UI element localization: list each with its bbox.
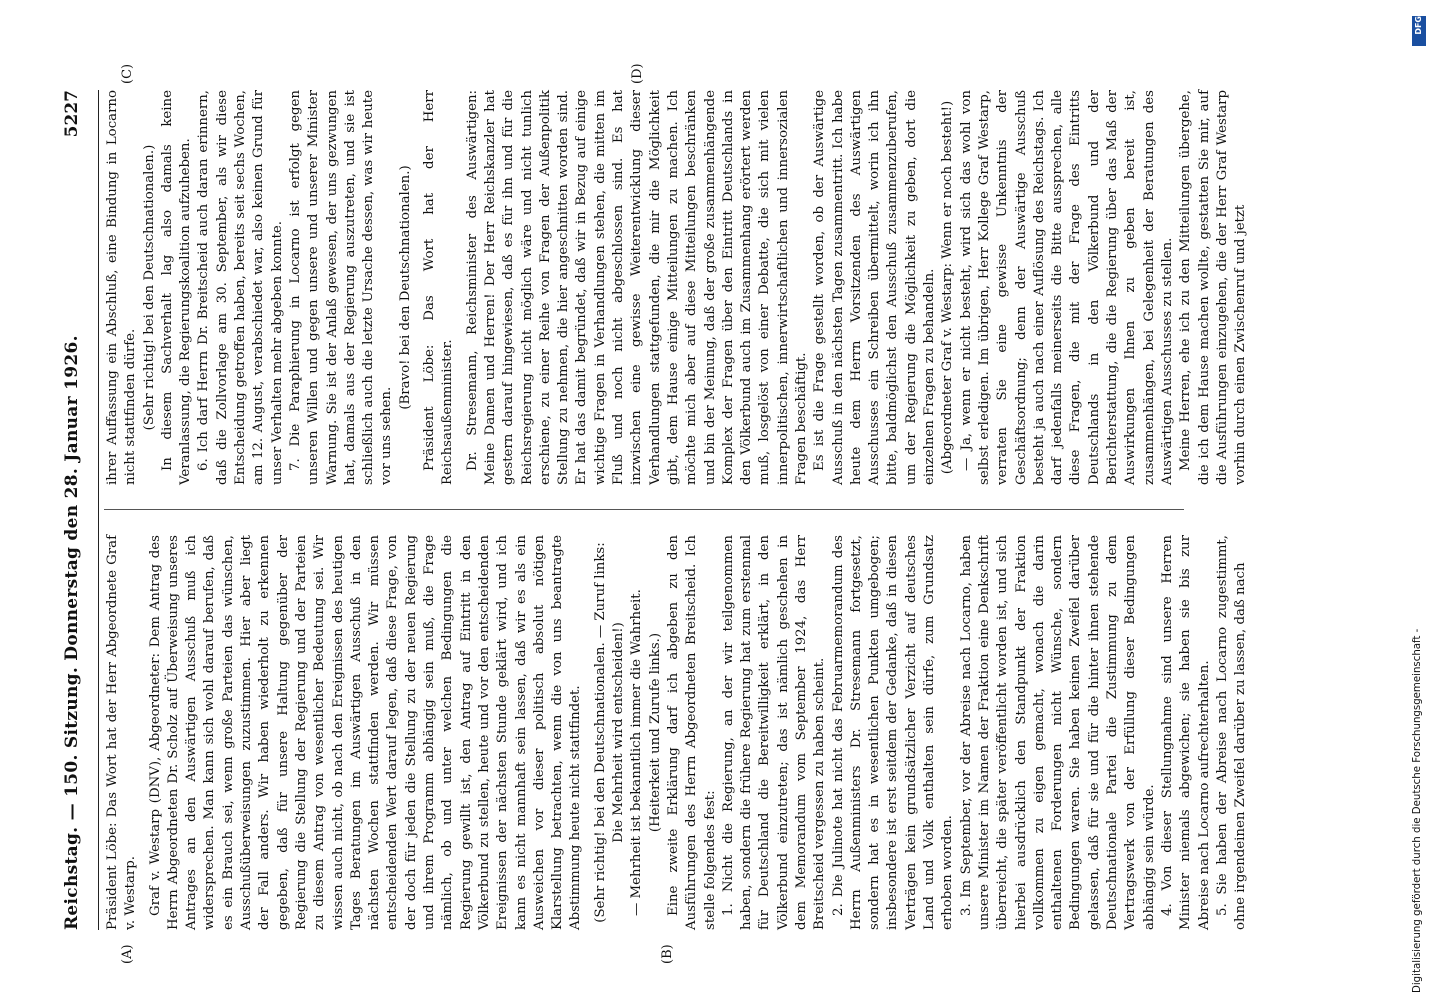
- paragraph: Graf v. Westarp (DNV), Abgeordneter: Dem Antrag des Herrn Abgeordneten Dr. Scholz auf Überweisung unseres Antrages an den Auswärtigen Ausschuß muß ich widersprechen. Man kann sich wohl darauf berufen, daß es ein Brauch sei, wenn große Parteien das wünschen, Ausschußüberweisungen zuzustimmen. Hier aber liegt der Fall anders. Wir haben wiederholt zu erkennen gegeben, daß für unsere Haltung gegenüber der Regierung die Stellung der Regierung und der Parteien zu diesem Antrag von wesentlicher Bedeutung sei. Wir wissen auch nicht, ob nach den Ereignissen des heutigen Tages Beratungen im Auswärtigen Ausschuß in den nächsten Wochen stattfinden werden. Wir müssen entscheidenden Wert darauf legen, daß diese Frage, von der doch für jeden die Stellung zu der neuen Regierung und ihrem Programm abhängig sein muß, die Frage nämlich, ob und unter welchen Bedingungen die Regierung gewillt ist, den Antrag auf Eintritt in den Völkerbund zu stellen, heute und vor den entscheidenden Ereignissen der nächsten Stunde geklärt wird, und ich kann es nicht mannhaft sein lassen, daß wir es als ein Ausweichen vor dieser politisch absolut nötigen Klarstellung betrachten, wenn die von uns beantragte Abstimmung heute nicht stattfindet.: [147, 535, 584, 930]
- text-column-right: [104, 90, 1249, 485]
- margin-mark-c: (C): [120, 63, 135, 84]
- paragraph: In diesem Sachverhalt lag also damals keine Veranlassung, die Regierungskoalition aufzuheben.: [159, 90, 194, 485]
- text-column-left: [104, 535, 1249, 930]
- paragraph: 7. Die Paraphierung in Locarno ist erfolgt gegen unseren Willen und gegen unsere und unserer Minister Warnung. Sie ist der Anlaß gewesen, der uns gezwungen hat, damals aus der Regierung auszutreten, und sie ist schließlich auch die letzte Ursache dessen, was wir heute vor uns sehen.: [287, 90, 395, 485]
- interjection: (Bravo! bei den Deutschnationalen.): [397, 165, 413, 410]
- paragraph: Präsident Löbe: Das Wort hat der Herr Reichsaußenminister.: [422, 90, 456, 485]
- paragraph: 3. Im September, vor der Abreise nach Locarno, haben unsere Minister im Namen der Fraktion eine Denkschrift überreicht, die später veröffentlicht worden ist, und sich hierbei ausdrücklich den Standpunkt der Fraktion vollkommen zu eigen gemacht, wonach die darin enthaltenen Forderungen nicht Wünsche, sondern Bedingungen waren. Sie haben keinen Zweifel darüber gelassen, daß für sie und für die hinter ihnen stehende Deutschnationale Partei die Zustimmung zu dem Vertragswerk von der Erfüllung dieser Bedingungen abhängig sein würde.: [958, 535, 1157, 930]
- interjection: (Sehr richtig! bei den Deutschnationalen. — Zuruf links: Die Mehrheit wird entscheiden!): [592, 542, 627, 923]
- paragraph: 2. Die Julinote hat nicht das Februarmemorandum des Herrn Außenministers Dr. Stresemann fortgesetzt, sondern hat es in wesentlichen Punkten umgebogen; insbesondere ist erst seitdem der Gedanke, daß in diesen Verträgen kein grundsätzlicher Verzicht auf deutsches Land und Volk enthalten sein dürfe, zum Grundsatz erhoben worden.: [830, 535, 956, 930]
- paragraph: Meine Herren, ehe ich zu den Mitteilungen übergehe, die ich dem Hause machen wollte, gestatten Sie mir, auf die Ausführungen einzugehen, die der Herr Graf Westarp vorhin durch einen Zwischenruf und jetzt: [1178, 90, 1249, 485]
- column-divider: [104, 509, 1184, 510]
- interjection: (Heiterkeit und Zurufe links.): [647, 632, 663, 833]
- paragraph: 1. Nicht die Regierung, an der wir teilgenommen haben, sondern die frühere Regierung hat zum erstenmal für Deutschland die Bereitwilligkeit erklärt, in den Völkerbund einzutreten; das ist nämlich geschehen in dem Memorandum vom September 1924, das Herr Breitscheid vergessen zu haben scheint.: [720, 535, 828, 930]
- paragraph: Präsident Löbe: Das Wort hat der Herr Abgeordnete Graf v. Westarp.: [105, 535, 139, 930]
- paragraph: 5. Sie haben der Abreise nach Locarno zugestimmt, ohne irgendeinen Zweifel darüber zu lassen, daß nach: [1214, 535, 1249, 930]
- margin-mark-a: (A): [120, 944, 135, 964]
- paragraph: — Ja, wenn er nicht besteht, wird sich das wohl von selbst erledigen. Im übrigen, Herr Kollege Graf Westarp, verraten Sie eine gewisse Unkenntnis der Geschäftsordnung; denn der Auswärtige Ausschuß besteht ja auch nach einer Auflösung des Reichstags. Ich darf jedenfalls meinerseits die Bitte aussprechen, alle diese Fragen, die mit der Frage des Eintritts Deutschlands in den Völkerbund und der Berichterstattung, die die Regierung über das Maß der Auswirkungen Ihnen zu geben bereit ist, zusammenhängen, bei Gelegenheit der Beratungen des Auswärtigen Ausschusses zu stellen.: [958, 90, 1175, 485]
- margin-mark-b: (B): [660, 944, 675, 964]
- dfg-logo: DFG: [1412, 16, 1426, 46]
- paragraph: 4. Von dieser Stellungnahme sind unsere Herren Minister niemals abgewichen; sie haben sie bis zur Abreise nach Locarno aufrechterhalten.: [1159, 535, 1212, 930]
- rotated-page: [50, 63, 1249, 964]
- paragraph: ihrer Auffassung ein Abschluß, eine Bindung in Locarno nicht stattfinden dürfe.: [105, 90, 139, 485]
- interjection: (Sehr richtig! bei den Deutschnationalen.): [141, 144, 157, 431]
- margin-mark-d: (D): [630, 63, 645, 84]
- paragraph: 6. Ich darf Herrn Dr. Breitscheid auch daran erinnern, daß die Zollvorlage am 30. September, als wir diese Entscheidung getroffen haben, bereits seit sechs Wochen, am 12. August, verabschiedet war, also keinen Grund für unser Verhalten mehr abgeben konnte.: [196, 90, 285, 485]
- digitization-credit: [1410, 8, 1434, 1000]
- paragraph: Eine zweite Erklärung darf ich abgeben zu den Ausführungen des Herrn Abgeordneten Breitscheid. Ich stelle folgendes fest:: [665, 535, 718, 930]
- paragraph: Dr. Stresemann, Reichsminister des Auswärtigen: Meine Damen und Herren! Der Herr Reichskanzler hat gestern darauf hingewiesen, daß es für ihn und für die Reichsregierung nicht möglich wäre und nicht tunlich erschiene, zu einer Reihe von Fragen der Außenpolitik Stellung zu nehmen, die hier angeschnitten worden sind. Er hat das damit begründet, daß wir in Bezug auf einige wichtige Fragen in Verhandlungen stehen, die mitten im Fluß und noch nicht abgeschlossen sind. Es hat inzwischen eine gewisse Weiterentwicklung dieser Verhandlungen stattgefunden, die mir die Möglichkeit gibt, dem Hause einige Mitteilungen zu machen. Ich möchte mich aber auf diese Mitteilungen beschränken und bin der Meinung, daß der große zusammenhängende Komplex der Fragen über den Eintritt Deutschlands in den Völkerbund auch im Zusammenhang erörtert werden muß, losgelöst von einer Debatte, die sich mit vielen innerpolitischen, innerwirtschaftlichen und innersozialen Fragen beschäftigt.: [464, 90, 809, 485]
- running-head: Reichstag. — 150. Sitzung. Donnerstag den 28. Januar 1926.: [62, 335, 82, 930]
- paragraph: Es ist die Frage gestellt worden, ob der Auswärtige Ausschuß in den nächsten Tagen zusammentritt. Ich habe heute dem Herrn Vorsitzenden des Auswärtigen Ausschusses ein Schreiben übermittelt, worin ich ihn bitte, baldmöglichst den Ausschuß zusammenzuberufen, um der Regierung die Möglichkeit zu geben, dort die einzelnen Fragen zu behandeln.: [812, 90, 938, 485]
- page-header: [50, 90, 99, 930]
- paragraph: — Mehrheit ist bekanntlich immer die Wahrheit.: [629, 589, 645, 916]
- interjection: (Abgeordneter Graf v. Westarp: Wenn er noch besteht!): [940, 100, 956, 475]
- credit-text: Digitalisierung gefördert durch die Deutsche Forschungsgemeinschaft -: [1412, 628, 1423, 993]
- page-number: 5227: [62, 90, 82, 138]
